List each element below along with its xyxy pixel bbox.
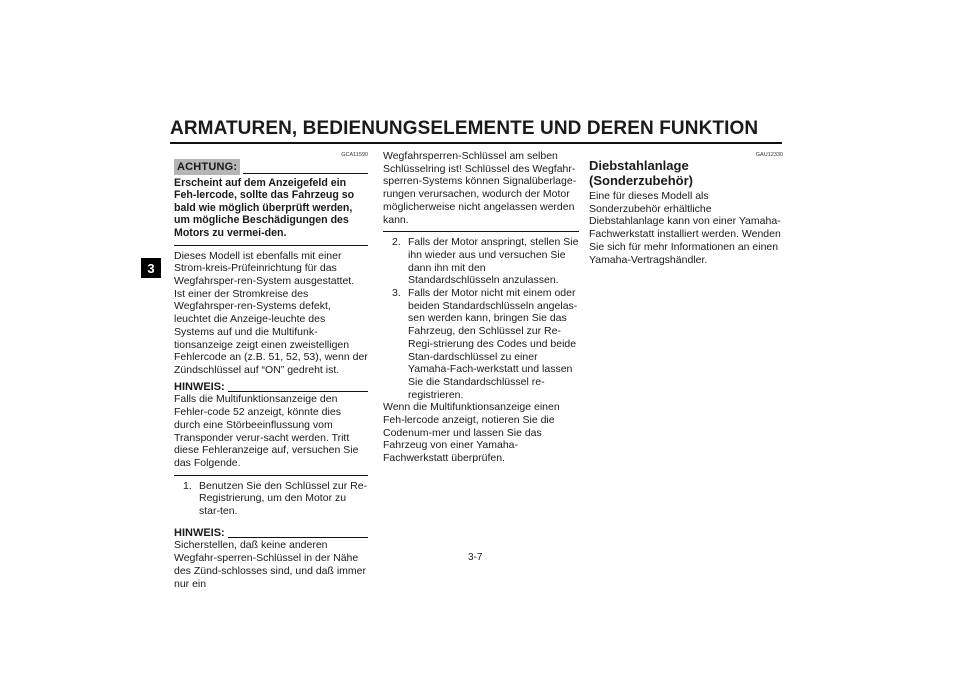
list-number: 1.: [183, 479, 192, 492]
heading-rule: [243, 173, 368, 174]
list-number: 2.: [392, 236, 401, 249]
column-1: [174, 150, 368, 590]
hinweis-heading: [174, 527, 368, 540]
paragraph: Eine für dieses Modell als Sonderzubehör erhältliche Diebstahlanlage kann von einer Yamaha-Fachwerkstatt installiert werden. Wenden Sie sich für mehr Informationen an einen Yamaha-Vertragshändler.: [589, 190, 781, 266]
warning-divider: [174, 245, 368, 246]
heading-rule: [228, 391, 368, 392]
hinweis-label: HINWEIS:: [174, 526, 225, 539]
achtung-heading: [174, 159, 368, 175]
reference-code: GAU12330: [755, 152, 783, 158]
hinweis-text: Sicherstellen, daß keine anderen Wegfahr-sperren-Schlüssel in der Nähe des Zünd-schlosses sind, und daß immer nur ein: [174, 539, 366, 590]
hinweis-divider: [174, 475, 368, 476]
section-title: Diebstahlanlage (Sonderzubehör): [589, 158, 693, 188]
chapter-tab: 3: [141, 258, 161, 278]
list-text: Falls der Motor anspringt, stellen Sie ihn wieder aus und versuchen Sie dann ihn mit den Standardschlüsseln anzulassen.: [408, 236, 579, 287]
list-number: 3.: [392, 287, 401, 300]
hinweis-label: HINWEIS:: [174, 380, 225, 393]
list-item: [392, 287, 579, 401]
column-3: [589, 150, 783, 266]
paragraph: Dieses Modell ist ebenfalls mit einer Strom-kreis-Prüfeinrichtung für das Wegfahrsper-ren-System ausgestattet.: [174, 249, 355, 288]
list-item: [392, 236, 579, 287]
page-title: ARMATUREN, BEDIENUNGSELEMENTE UND DEREN FUNKTION: [170, 118, 759, 139]
paragraph: Wegfahrsperren-Schlüssel am selben Schlüsselring ist! Schlüssel des Wegfahr-sperren-Systems können Signalüberlage-rungen verursachen, wodurch der Motor möglicherweise nicht angelassen werden kann.: [383, 150, 577, 226]
page-header: [170, 118, 782, 144]
column-2: [383, 150, 579, 465]
paragraph: Wenn die Multifunktionsanzeige einen Feh-lercode anzeigt, notieren Sie die Codenum-mer und lassen Sie das Fahrzeug von einer Yamaha-Fachwerkstatt überprüfen.: [383, 401, 560, 465]
page-number: 3-7: [468, 552, 483, 563]
hinweis-divider: [383, 231, 579, 232]
list-item: [183, 480, 368, 518]
list-text: Falls der Motor nicht mit einem oder beiden Standardschlüsseln angelas-sen werden kann, bringen Sie das Fahrzeug, den Schlüssel zur Re-Regi-strierung des Codes und beide Stan-dardschlüssel zu einer Yamaha-Fach-werkstatt und lassen Sie die Standardschlüssel re-registrieren.: [408, 287, 578, 401]
list-text: Benutzen Sie den Schlüssel zur Re-Registrierung, um den Motor zu star-ten.: [199, 479, 368, 518]
reference-code: GCA11590: [341, 152, 368, 158]
achtung-label: ACHTUNG:: [174, 159, 240, 175]
hinweis-text: Falls die Multifunktionsanzeige den Fehler-code 52 anzeigt, könnte dies durch eine Störbeeinflussung vom Transponder verur-sacht werden. Tritt diese Fehleranzeige auf, versuchen Sie das Folgende.: [174, 393, 359, 469]
paragraph: Ist einer der Stromkreise des Wegfahrsper-ren-Systems defekt, leuchtet die Anzeige-leuchte des Systems auf und die Multifunk-tionsanzeige zeigt einen zweistelligen Fehlercode an (z.B. 51, 52, 53), wenn der Zündschlüssel auf “ON” gedreht ist.: [174, 287, 368, 376]
heading-rule: [228, 537, 368, 538]
hinweis-heading: [174, 381, 368, 394]
warning-text: Erscheint auf dem Anzeigefeld ein Feh-lercode, sollte das Fahrzeug so bald wie möglich überprüft werden, um mögliche Beschädigungen des Motors zu vermei-den.: [174, 176, 355, 240]
header-rule: [170, 142, 782, 144]
